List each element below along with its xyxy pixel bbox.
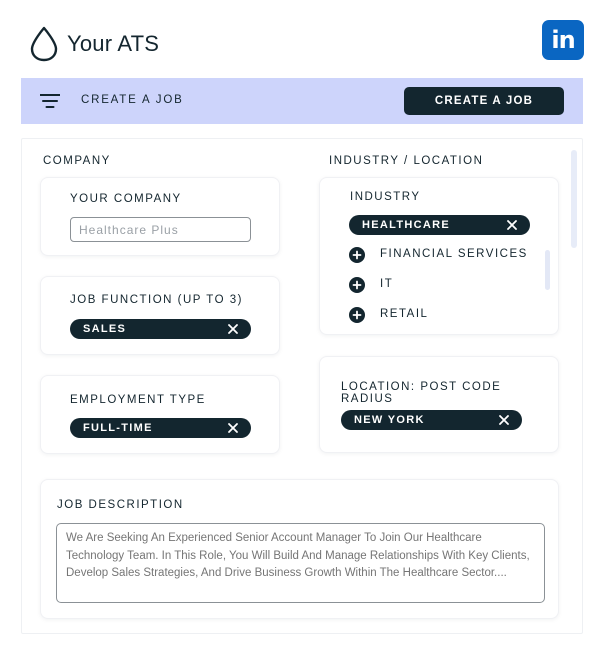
chip-label: SALES <box>83 323 127 335</box>
employment-type-chip-full-time[interactable] <box>70 418 251 438</box>
option-label: RETAIL <box>380 308 429 320</box>
close-icon[interactable] <box>227 323 239 335</box>
employment-type-card <box>40 375 280 454</box>
company-name-input[interactable] <box>70 217 251 242</box>
close-icon[interactable] <box>498 414 510 426</box>
job-function-label: JOB FUNCTION (UP TO 3) <box>70 294 243 306</box>
plus-circle-icon[interactable] <box>349 277 365 293</box>
location-chip-new-york[interactable] <box>341 410 522 430</box>
option-label: IT <box>380 278 394 290</box>
employment-type-label: EMPLOYMENT TYPE <box>70 394 206 406</box>
your-company-label: YOUR COMPANY <box>70 193 182 205</box>
job-description-label: JOB DESCRIPTION <box>57 499 184 511</box>
industry-option-retail[interactable] <box>349 306 549 324</box>
industry-label: INDUSTRY <box>350 191 421 203</box>
location-label: LOCATION: POST CODE RADIUS <box>341 381 502 405</box>
plus-circle-icon[interactable] <box>349 307 365 323</box>
app-title: Your ATS <box>67 31 160 56</box>
job-description-card <box>40 479 559 619</box>
panel-scrollbar[interactable] <box>571 150 577 248</box>
your-company-card <box>40 177 280 256</box>
industry-card <box>319 177 559 335</box>
close-icon[interactable] <box>506 219 518 231</box>
job-function-card <box>40 276 280 355</box>
plus-circle-icon[interactable] <box>349 247 365 263</box>
page-title: CREATE A JOB <box>81 94 184 106</box>
company-section-label: COMPANY <box>43 155 111 167</box>
app-header <box>0 0 600 78</box>
filter-lines-icon[interactable] <box>40 93 60 109</box>
close-icon[interactable] <box>227 422 239 434</box>
chip-label: HEALTHCARE <box>362 219 450 231</box>
industry-option-financial-services[interactable] <box>349 246 549 264</box>
industry-location-section-label: INDUSTRY / LOCATION <box>329 155 484 167</box>
location-card <box>319 356 559 453</box>
job-description-textarea[interactable] <box>56 523 545 603</box>
linkedin-icon[interactable] <box>542 20 584 60</box>
chip-label: FULL-TIME <box>83 422 153 434</box>
option-label: FINANCIAL SERVICES <box>380 248 528 260</box>
industry-chip-healthcare[interactable] <box>349 215 530 235</box>
job-function-chip-sales[interactable] <box>70 319 251 339</box>
water-drop-icon <box>29 26 59 62</box>
industry-option-it[interactable] <box>349 276 549 294</box>
linkedin-label: in <box>551 26 575 54</box>
create-job-button[interactable]: CREATE A JOB <box>404 87 564 115</box>
page-toolbar <box>21 78 583 124</box>
industry-list-scrollbar[interactable] <box>545 250 550 290</box>
chip-label: NEW YORK <box>354 414 425 426</box>
